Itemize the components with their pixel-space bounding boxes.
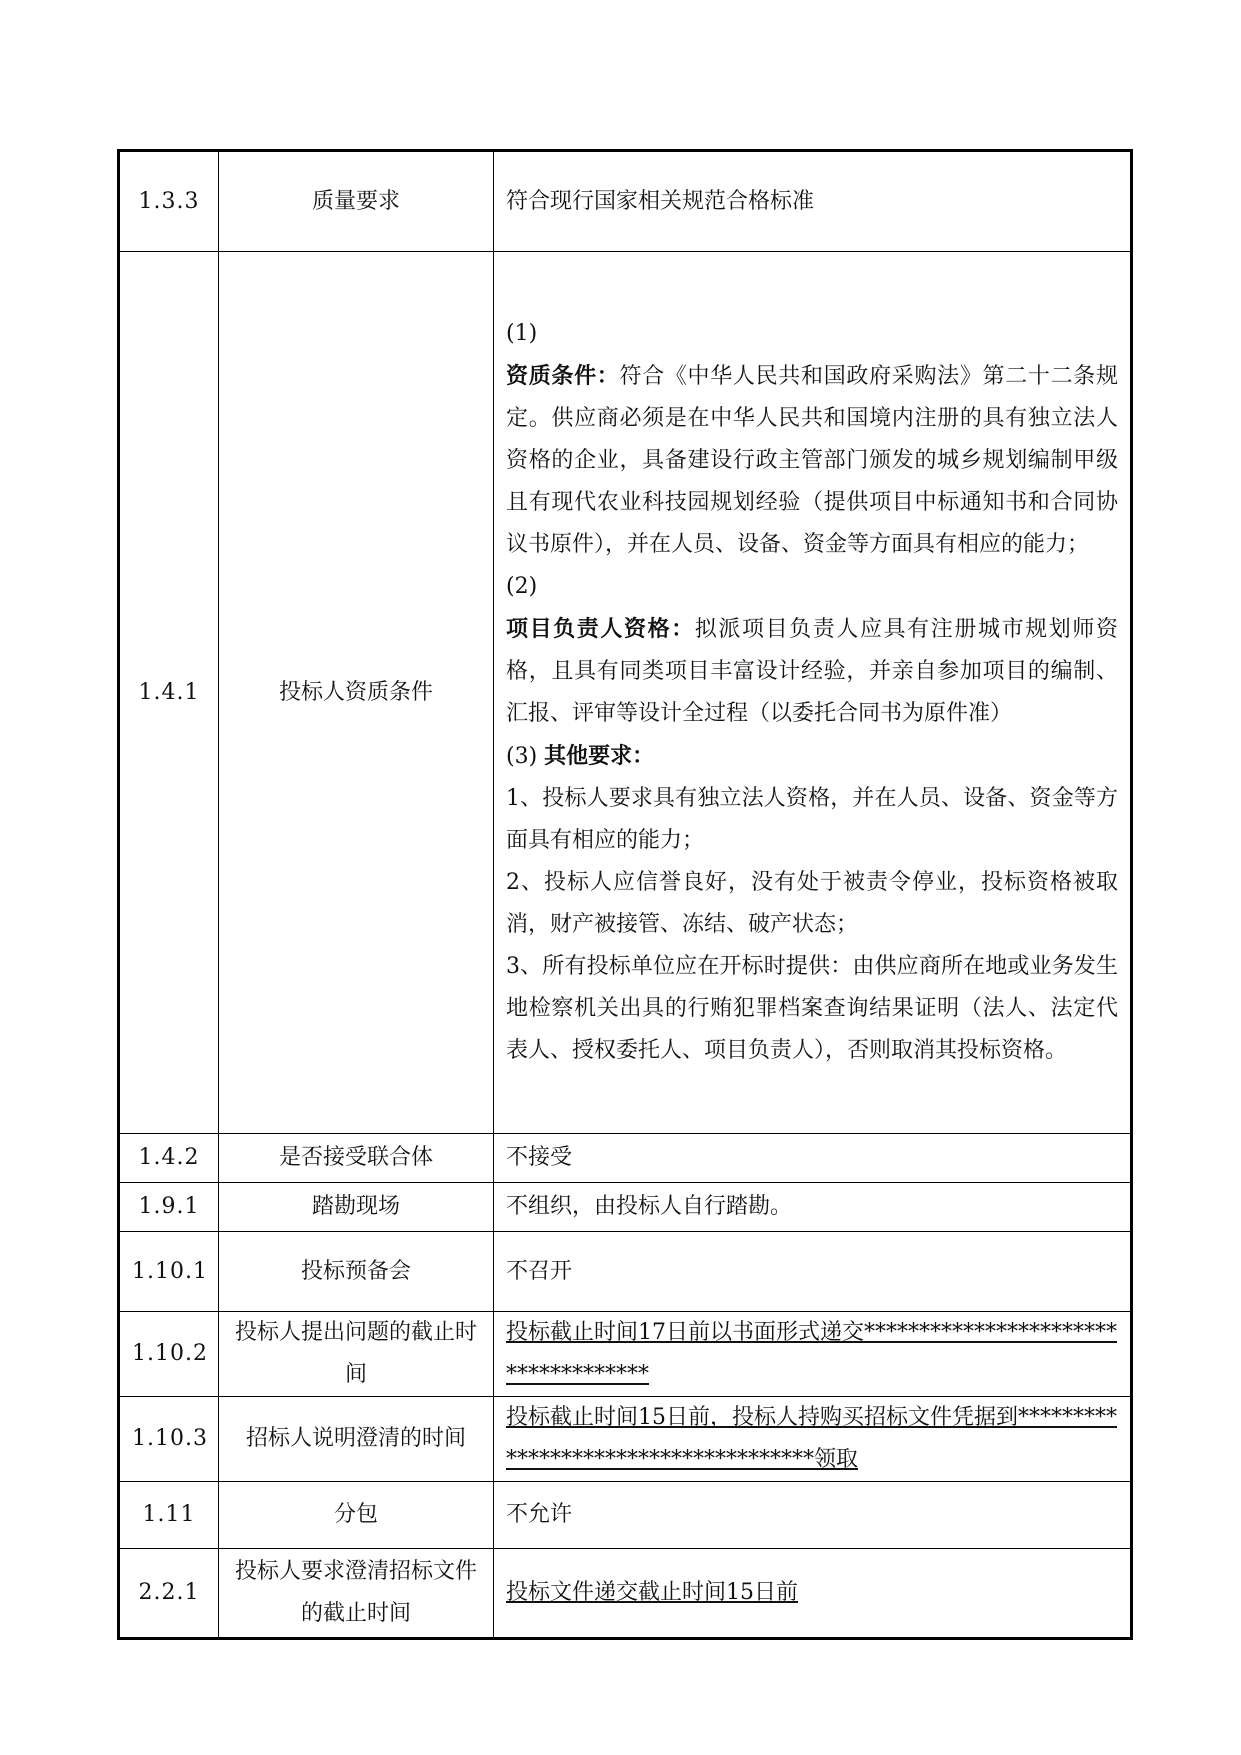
clause-content: 符合现行国家相关规范合格标准 [494,151,1132,252]
clause-item: 投标人提出问题的截止时间 [219,1312,494,1397]
clause-sub-label: (2) [506,574,538,599]
clause-item: 分包 [219,1482,494,1549]
manager-title: 项目负责人资格： [506,616,695,642]
clause-number: 1.10.3 [119,1397,219,1482]
clause-sub-label: (3) [506,744,538,769]
table-row [119,1312,1132,1397]
other-requirements-heading [506,735,1118,778]
table-row [119,1134,1132,1183]
manager-paragraph [506,608,1118,735]
clause-content-text: 投标截止时间17日前以书面形式递交************************************ [506,1320,1117,1387]
table-row [119,1482,1132,1549]
other-requirements-title: 其他要求： [544,743,655,769]
qualification-paragraph [506,355,1118,566]
table-row [119,1549,1132,1639]
clause-number: 1.10.2 [119,1312,219,1397]
requirement-item: 1、投标人要求具有独立法人资格，并在人员、设备、资金等方面具有相应的能力； [506,786,1118,853]
table-row [119,151,1132,252]
clause-number: 1.9.1 [119,1183,219,1232]
clause-sub-label: (1) [506,321,538,346]
table-row [119,1183,1132,1232]
clause-number: 1.11 [119,1482,219,1549]
clause-number: 1.3.3 [119,151,219,252]
clause-content: 不允许 [494,1482,1132,1549]
clause-item: 质量要求 [219,151,494,252]
clause-content: 不组织，由投标人自行踏勘。 [494,1183,1132,1232]
qualification-title: 资质条件： [506,363,620,389]
clause-number: 2.2.1 [119,1549,219,1639]
table-row [119,1397,1132,1482]
clause-content-text: 投标文件递交截止时间15日前 [506,1580,798,1605]
manager-text: 拟派项目负责人应具有注册城市规划师资格，且具有同类项目丰富设计经验，并亲自参加项目的编制、汇报、评审等设计全过程（以委托合同书为原件准） [506,617,1118,726]
clause-item: 投标人要求澄清招标文件的截止时间 [219,1549,494,1639]
clause-content-text: 投标截止时间15日前，投标人持购买招标文件凭据到*************************************领取 [506,1405,1117,1472]
clause-number: 1.10.1 [119,1232,219,1312]
bid-data-table [117,149,1133,1640]
clause-content: 不召开 [494,1232,1132,1312]
requirement-item: 2、投标人应信誉良好，没有处于被责令停业，投标资格被取消，财产被接管、冻结、破产状态； [506,870,1118,937]
clause-item: 招标人说明澄清的时间 [219,1397,494,1482]
clause-content: 不接受 [494,1134,1132,1183]
clause-content [494,252,1132,1134]
clause-item: 是否接受联合体 [219,1134,494,1183]
qualification-text: 符合《中华人民共和国政府采购法》第二十二条规定。供应商必须是在中华人民共和国境内注册的具有独立法人资格的企业，具备建设行政主管部门颁发的城乡规划编制甲级且有现代农业科技园规划经验（提供项目中标通知书和合同协议书原件），并在人员、设备、资金等方面具有相应的能力； [506,364,1118,557]
clause-item: 投标人资质条件 [219,252,494,1134]
clause-item: 投标预备会 [219,1232,494,1312]
table-row [119,1232,1132,1312]
table-row [119,252,1132,1134]
requirement-item: 3、所有投标单位应在开标时提供：由供应商所在地或业务发生地检察机关出具的行贿犯罪档案查询结果证明（法人、法定代表人、授权委托人、项目负责人），否则取消其投标资格。 [506,954,1118,1063]
clause-content [494,1312,1132,1397]
clause-number: 1.4.2 [119,1134,219,1183]
clause-content [494,1397,1132,1482]
clause-content [494,1549,1132,1639]
clause-item: 踏勘现场 [219,1183,494,1232]
clause-number: 1.4.1 [119,252,219,1134]
